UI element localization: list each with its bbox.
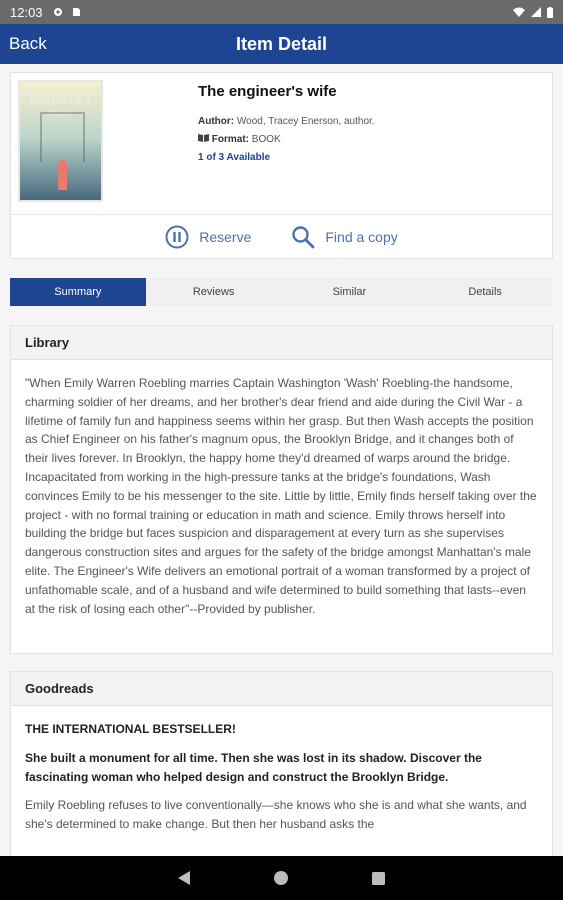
cover-title-line1: ENGINEER'S — [29, 96, 92, 106]
book-cover — [18, 80, 103, 202]
goodreads-section — [10, 671, 553, 856]
page-title: Item Detail — [235, 33, 328, 54]
tab-summary[interactable]: Summary — [10, 278, 146, 306]
author-label: Author: — [198, 116, 235, 127]
availability-status[interactable]: 1 of 3 Available — [198, 152, 271, 163]
library-section — [10, 325, 553, 654]
recents-square-icon[interactable] — [371, 871, 386, 886]
item-info — [198, 83, 375, 167]
library-summary-text: "When Emily Warren Roebling marries Captain Washington 'Wash' Roebling-the handsome, charming soldier of her dreams, and her brother's dear friend and aide during the Civil War - a lifetime of family fun and happiness seems within her grasp. But then Wash accepts the position as Chief Engineer on his father's magnum opus, the Brooklyn Bridge, and it changes both of their lives forever. In Brooklyn, the happy home they'd dreamed of warps around the bridge. Incapacitated from working in the high-pressure tanks at the bridge's foundations, Wash convinces Emily to be his messenger to the site. Little by little, Emily finds herself taking over the project - with no formal training or education in math and science. Emily throws herself into building the bridge but faces suspicion and disparagement at every turn as she supervises dangerous construction sites and argues for the safety of the bridge amongst Manhattan's male elite. The Engineer's Wife delivers an emotional portrait of a woman transformed by a project of unfathomable scale, and of a husband and wife determined to build something that lasts--even at the risk of losing each other"--Provided by publisher. — [25, 376, 537, 616]
goodreads-tagline: She built a monument for all time. Then she was lost in its shadow. Discover the fascinating woman who helped design and construct the Brooklyn Bridge. — [25, 750, 482, 784]
item-title: The engineer's wife — [198, 83, 337, 100]
cover-figure-illustration — [58, 160, 67, 190]
find-copy-button[interactable] — [291, 225, 397, 249]
item-card — [10, 72, 553, 259]
library-header: Library — [11, 326, 552, 360]
sd-card-icon — [71, 7, 81, 17]
app-bar — [0, 24, 563, 64]
pause-circle-icon — [165, 225, 189, 249]
status-time: 12:03 — [10, 4, 43, 20]
tab-bar — [10, 278, 553, 306]
find-copy-label: Find a copy — [325, 229, 398, 245]
item-actions — [11, 214, 552, 259]
signal-icon — [531, 7, 541, 17]
reserve-label: Reserve — [199, 229, 252, 245]
goodreads-header: Goodreads — [11, 672, 552, 706]
back-button[interactable]: Back — [9, 34, 47, 53]
author-row — [198, 113, 375, 131]
author-value: Wood, Tracey Enerson, author. — [236, 116, 375, 127]
settings-icon — [53, 7, 63, 17]
cover-bridge-illustration — [40, 112, 85, 162]
system-nav-bar — [0, 856, 563, 900]
goodreads-headline: THE INTERNATIONAL BESTSELLER! — [25, 722, 236, 736]
tab-similar[interactable]: Similar — [332, 286, 367, 298]
goodreads-body — [11, 706, 552, 860]
tab-reviews[interactable]: Reviews — [192, 286, 235, 298]
cover-title-line2: WIFE — [47, 108, 74, 119]
format-value: BOOK — [251, 134, 281, 145]
wifi-icon — [513, 7, 525, 17]
home-circle-icon[interactable] — [273, 870, 289, 886]
tab-details[interactable]: Details — [468, 286, 502, 298]
goodreads-description: Emily Roebling refuses to live conventionally—she knows who she is and what she wants, and she's determined to make change. But then her husband asks the — [25, 798, 527, 832]
back-triangle-icon[interactable] — [177, 870, 191, 886]
reserve-button[interactable] — [165, 225, 251, 249]
battery-icon — [547, 7, 553, 18]
search-icon — [291, 225, 315, 249]
status-bar — [0, 0, 563, 24]
format-row — [198, 131, 375, 149]
format-label: Format: — [211, 134, 250, 145]
book-icon — [198, 133, 209, 142]
